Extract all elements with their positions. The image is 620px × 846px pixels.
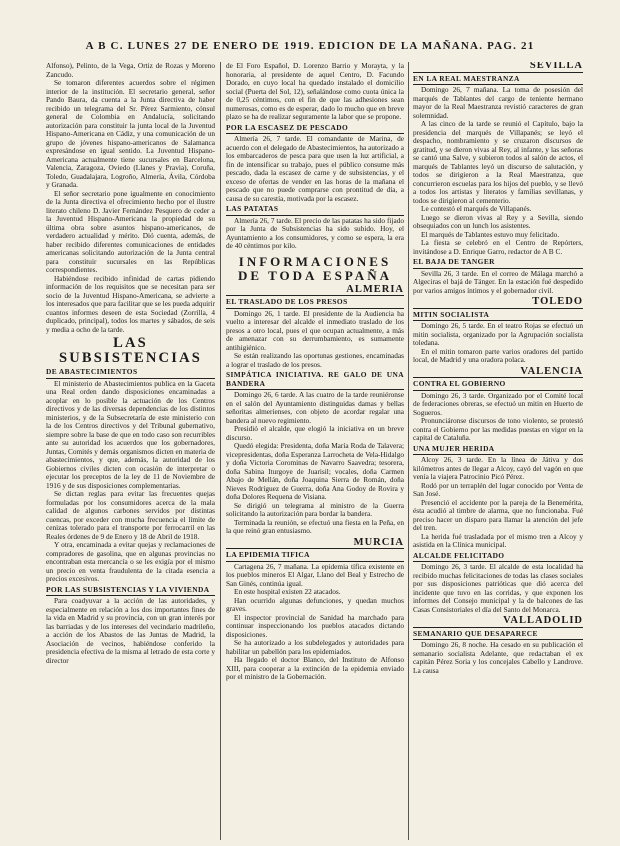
page-header: A B C. LUNES 27 DE ENERO DE 1919. EDICION DE LA MAÑANA. PAG. 21 — [85, 40, 535, 52]
article-paragraph: La herida fué trasladada por el mismo tren a Alcoy y asistida en la Clínica municipal. — [413, 531, 583, 549]
city-heading-almeria: ALMERIA — [226, 286, 404, 297]
article-paragraph: Domingo 26, 8 noche. Ha cesado en su publicación el semanario socialista Adelante, que redactaban el ex capitán Pérez Soria y los concejales Cabello y Landrove. La causa — [413, 640, 583, 675]
section-heading-informaciones: INFORMACIONES — [238, 253, 392, 269]
article-paragraph: Se dictan reglas para evitar las frecuentes quejas formuladas por los consumidores acerca de la mala calidad de algunos carbones servidos por distintas cuencas, por exceder con mucha frecuencia el límite de cenizas tolerado para el transporte por ferrocarril en las Reales órdenes de 9 de Enero y 18 de Abril de 1918. — [46, 489, 215, 541]
section-heading-subsistencias: LAS SUBSISTENCIAS — [58, 335, 203, 366]
article-paragraph: Domingo 26, 6 tarde. A las cuatro de la tarde reuniéronse en el salón del Ayuntamiento distinguidas damas y bellas señoritas almerienses, con objeto de acordar regalar una bandera al nuevo regimiento. — [226, 390, 404, 425]
subheading-subsistencias-vivienda: POR LAS SUBSISTENCIAS Y LA VIVIENDA — [46, 586, 215, 597]
subheading-contra-gobierno: CONTRA EL GOBIERNO — [413, 380, 583, 391]
article-paragraph: Domingo 26, 7 mañana. La toma de posesión del marqués de Tablantes del cargo de teniente hermano mayor de la Real Maestranza revistió caracteres de gran solemnidad. — [413, 85, 583, 120]
article-paragraph: Han ocurrido algunas defunciones, y quedan muchos graves. — [226, 595, 404, 613]
column-1 — [46, 62, 215, 840]
subheading-epidemia-tifica: LA EPIDEMIA TIFICA — [226, 551, 404, 562]
article-paragraph: Ha llegado el doctor Blanco, del Instituto de Alfonso XIII, para cooperar a la extinción de la epidemia enviado por el ministro de la Gobernación. — [226, 655, 404, 681]
subheading-abastecimientos: DE ABASTECIMIENTOS — [46, 368, 215, 379]
city-heading-murcia: MURCIA — [226, 539, 404, 550]
subheading-alcalde-felicitado: ALCALDE FELICITADO — [413, 552, 583, 563]
article-paragraph: A las cinco de la tarde se reunió el Capítulo, bajo la presidencia del marqués de Villapanés; se leyó el despacho, nombramiento y se cruzaron discursos de gratitud, y se dieron vivas al Rey, al infante, y las señoras se cantó una Salve, y subieron todos al salón de actos, el marqués de Tablantes leyó un discurso de salutación, y todos se dirigieron a la Real Maestranza, que concurrieron escuelas para los hijos del pueblo, y se llevó a todos los artistas y literatos y familias sevillanas, y todos se dirigieron al cementerio. — [413, 119, 583, 205]
article-paragraph: Alcoy 26, 3 tarde. En la línea de Játiva y dos kilómetros antes de llegar a Alcoy, cayó del vagón en que venía la viajera Patrocinio Picó Pérez. — [413, 455, 583, 481]
article-paragraph: de El Foro Español, D. Lorenzo Barrio y Morayta, y la honoraria, al presidente de aquel Centro, D. Facundo Dorado, en cuyo local ha quedado instalado el domicilio social (Puerta del Sol, 12), señalándose como cuota única la de 0,25 céntimos, con el fin de que las adhesiones sean numerosas, como es de esperar, dado lo mucho que en breve plazo se ha de realizar seguramente la labor que se propone. — [226, 62, 404, 121]
section-heading-toda-espana: DE TODA ESPAÑA — [238, 267, 392, 283]
article-paragraph: Domingo 26, 3 tarde. Organizado por el Comité local de federaciones obreras, se efectuó un mitin en Huerto de Sogueros. — [413, 390, 583, 417]
article-paragraph: Cartagena 26, 7 mañana. La epidemia tífica existente en los pueblos mineros El Algar, Llano del Beal y Estrecho de San Ginés, continúa igual. — [226, 561, 404, 588]
article-paragraph: En este hospital existen 22 atacados. — [234, 587, 341, 596]
article-paragraph: El inspector provincial de Sanidad ha marchado para continuar inspeccionando los pueblos atacados dictando disposiciones. — [226, 612, 404, 639]
column-3 — [413, 62, 583, 840]
article-paragraph: La fiesta se celebró en el Centro de Repórters, invitándose a D. Enrique Garro, redactor de A B C. — [413, 238, 583, 256]
article-paragraph: Domingo 26, 5 tarde. En el teatro Rojas se efectuó un mitin socialista, organizado por la Agrupación socialista toledana. — [413, 321, 583, 347]
subheading-regalo-bandera: SIMPÁTICA INICIATIVA. RE GALO DE UNA BANDERA — [226, 371, 404, 390]
subheading-real-maestranza: EN LA REAL MAESTRANZA — [413, 75, 583, 86]
article-paragraph: Y otra, encaminada a evitar quejas y reclamaciones de compradores de gasolina, que en algunas provincias no encontraban esta mercancía o se les exigía por el mismo un precio en venta fraudulenta de la citada esencia a precios excesivos. — [46, 540, 215, 583]
article-paragraph: Se tomaron diferentes acuerdos sobre el régimen interior de la institución. El secretario general, señor Pando Baura, da cuenta a la Junta directiva de haber recibido un telegrama del Sr. Pérez Sarmiento, cónsul general de Colombia en Andalucía, solicitando autorización para constituir la junta local de la Juventud Hispano-Americana en Cádiz, y una comunicación de un grupo de jóvenes hispano-americanos de Salamanca expresándose en igual sentido. La Juventud Hispano-Americana actualmente tiene sucursales en Barcelona, Valencia, Zaragoza, Oviedo (Llanes y Pravia), Coruña, Toledo, Guadalajara, Logroño, Almería, Ávila, Córdoba y Granada. — [46, 78, 215, 189]
subheading-traslado-presos: EL TRASLADO DE LOS PRESOS — [226, 298, 404, 309]
article-paragraph: Se dirigió un telegrama al ministro de la Guerra solicitando la autorización para bordar la bandera. — [226, 500, 404, 518]
article-paragraph: Domingo 26, 3 tarde. El alcalde de esta localidad ha recibido muchas felicitaciones de todas las clases sociales por sus disposiciones patrióticas que dió acerca del incidente que tuvo en las corridas, y que exponen los informes del Consejo municipal y la de balcones de las Casas Consistoriales el día del Santo del Monarca. — [413, 562, 583, 614]
subheading-semanario-desaparece: SEMANARIO QUE DESAPARECE — [413, 630, 583, 641]
article-paragraph: Para coadyuvar a la acción de las autoridades, y especialmente en relación a los dos importantes fines de la vida en Madrid y su provincia, con un gran interés por las barriadas y de los intereses del vecindario madrileño, a acción de los Abastos de las Juntas de Madrid, la Asociación de vecinos, habiéndose conferido la presidencia efectiva de la misma al letrado de esta corte y director — [46, 596, 215, 665]
column-2 — [226, 62, 404, 840]
subheading-mitin-socialista: MITIN SOCIALISTA — [413, 311, 583, 322]
column-divider-2 — [408, 62, 409, 840]
subheading-baja-tanger: EL BAJA DE TANGER — [413, 258, 583, 269]
article-paragraph: El ministerio de Abastecimientos publica en la Gaceta una Real orden dando disposiciones encaminadas a acoplar en lo posible la actuación de los Centros directivos y de las diversas dependencias de los distintos ministerios, y de la Subsecretaría de este ministerio con la de los Centros directivos y del Tribunal gubernativo, siempre sobre la base de que en todo caso son recurribles ante su autoridad los acuerdos que los gobernadores, Juntas, Comités y demás organismos dicten en materia de abastecimientos, y que, además, la autoridad de los Gobiernos civiles dicten con ocasión de interpretar o ejecutar los preceptos de la ley de 11 de Noviembre de 1916 y de sus disposiciones complementarias. — [46, 378, 215, 490]
city-heading-valladolid: VALLADOLID — [413, 617, 583, 628]
article-paragraph: Habiéndose recibido infinidad de cartas pidiendo información de los requisitos que se necesitan para ser socio de la Juventud Hispano-Americana, se advierte a los interesados que para facilitar que se les pueda adquirir cuantos informes deseen de esta Sociedad (Zorrilla, 4 duplicado, principal), todos los martes y sábados, de seis y media a ocho de la tarde. — [46, 273, 215, 334]
article-paragraph: Presidió el alcalde, que elogió la iniciativa en un breve discurso. — [226, 424, 404, 442]
article-paragraph: El marqués de Tablantes estuvo muy felicitado. — [421, 229, 560, 239]
article-paragraph: Presenció el accidente por la pareja de la Benemérita, ésta acudió al timbre de alarma, que no funcionaba. Fué preciso hacer un disparo para llamar la atención del jefe del tren. — [413, 497, 583, 532]
article-paragraph: Luego se dieron vivas al Rey y a Sevilla, siendo obsequiados con un lunch los asistentes. — [413, 212, 583, 230]
article-paragraph: Quedó elegida: Presidenta, doña María Roda de Talavera; vicepresidentas, doña Esperanza Larrocheta de Vela-Hidalgo y doña Victoria Corominas de Navarro Saavedra; tesorera, doña Sabina Iturgoye de Juarisil; vocales, doña Carmen Abajo de Mellán, doña Joaquina Sierra de Román, doña Nieves Rodríguez de Guerra, doña Ana Godoy de Rovira y doña Dolores Requena de Visiana. — [226, 441, 404, 501]
city-heading-sevilla: SEVILLA — [413, 62, 583, 73]
column-divider-1 — [220, 62, 221, 840]
article-paragraph: Sevilla 26, 3 tarde. En el correo de Málaga marchó a Algeciras el bajá de Tánger. En la estación fué despedido por varios amigos íntimos y el gobernador civil. — [413, 268, 583, 295]
article-paragraph: Pronunciáronse discursos de tono violento, se protestó contra el Gobierno por las medidas puestas en vigor en la capital de Cataluña. — [413, 416, 583, 442]
article-paragraph: Alfonso), Pelinto, de la Vega, Ortiz de Rozas y Moreno Zancudo. — [46, 62, 215, 79]
article-paragraph: Rodó por un terraplén del lugar conocido por Venta de San José. — [413, 480, 583, 498]
subheading-patatas: LAS PATATAS — [226, 205, 404, 216]
article-paragraph: Almería 26, 7 tarde. El comandante de Marina, de acuerdo con el delegado de Abastecimientos, ha autorizado a los embarcaderos de pesca para que usen la luz artificial, a fin de intensificar su trabajo, pues el público consume más pescado, dada la escasez de carne y de subsistencias, y el exceso de ofertas de vender en las horas de la mañana el pescado que no puede comprarse con prontitud de día, a causa de su carestía, motivada por la escasez. — [226, 134, 404, 203]
city-heading-toledo: TOLEDO — [413, 298, 583, 309]
subheading-mujer-herida: UNA MUJER HERIDA — [413, 445, 583, 456]
article-paragraph: En el mitin tomaron parte varios oradores del partido local, de Madrid y una oradora polaca. — [413, 346, 583, 364]
article-paragraph: Se ha autorizado a los subdelegados y autoridades para habilitar un pabellón para los epidemiados. — [226, 638, 404, 656]
article-paragraph: Domingo 26, 1 tarde. El presidente de la Audiencia ha vuelto a interesar del alcalde el inmediato traslado de los presos a otro local, pues el que ocupan actualmente, a más de amenazar con su derrumbamiento, es sumamente antihigiénico. — [226, 308, 404, 352]
article-paragraph: Le contestó el marqués de Villapanés. — [421, 204, 532, 213]
city-heading-valencia: VALENCIA — [413, 368, 583, 379]
article-paragraph: Terminada la reunión, se efectuó una fiesta en la Peña, en la que reinó gran entusiasmo. — [226, 517, 404, 535]
subheading-escasez-pescado: POR LA ESCASEZ DE PESCADO — [226, 124, 404, 135]
article-paragraph: Almería 26, 7 tarde. El precio de las patatas ha sido fijado por la Junta de Subsistencias ha sido subido. Hoy, el Ayuntamiento a los consumidores, y como se espera, la era de 40 céntimos por kilo. — [226, 215, 404, 250]
article-paragraph: El señor secretario pone igualmente en conocimiento de la Junta directiva el ofrecimiento hecho por el ilustre literato chileno D. Javier Fernández Pesquero de ceder a la Juventud Hispano-Americana la propiedad de su última obra sobre asuntos hispano-americanos, de verdadero actualidad y mérito. Dió cuenta, además, de haber recibido diferentes comunicaciones de entidades americanas solicitando autorización de la Junta central para constituir sucursales en las Repúblicas correspondientes. — [46, 188, 215, 274]
article-paragraph: Se están realizando las oportunas gestiones, encaminadas a lograr el traslado de los presos. — [226, 351, 404, 369]
